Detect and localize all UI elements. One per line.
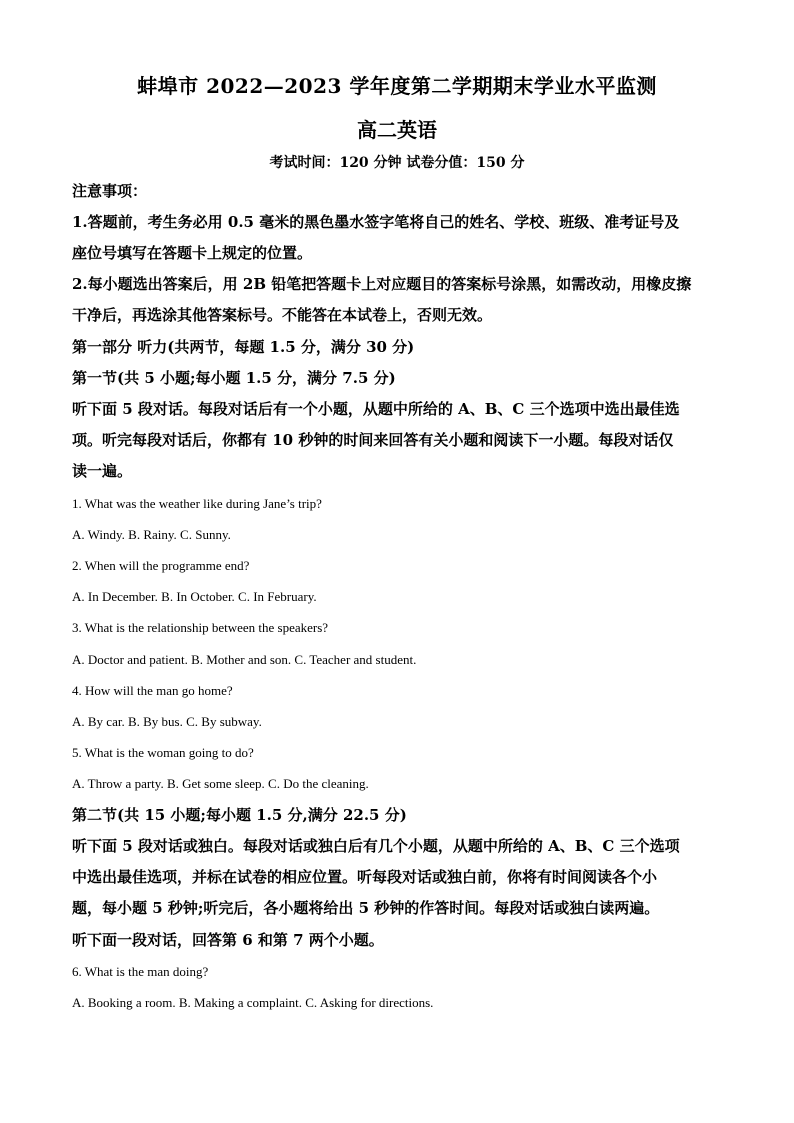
question-6: 6. What is the man doing? <box>72 964 209 979</box>
exam-title: 蚌埠市 2022—2023 学年度第二学期期末学业水平监测 <box>137 74 657 98</box>
dialog-1-instructions: 听下面一段对话，回答第 6 和第 7 两个小题。 <box>72 931 384 949</box>
section2-instructions-line-3: 题，每小题 5 秒钟;听完后，各小题将给出 5 秒钟的作答时间。每段对话或独白读两遍。 <box>72 899 660 917</box>
note-1-line-1: 1.答题前，考生务必用 0.5 毫米的黑色墨水签字笔将自己的姓名、学校、班级、准考证号及 <box>72 213 680 231</box>
question-3: 3. What is the relationship between the speakers? <box>72 620 329 635</box>
note-2-line-2: 干净后，再选涂其他答案标号。不能答在本试卷上，否则无效。 <box>72 306 493 324</box>
exam-info: 考试时间：120 分钟 试卷分值：150 分 <box>269 155 525 171</box>
section1-instructions-line-1: 听下面 5 段对话。每段对话后有一个小题，从题中所给的 A、B、C 三个选项中选出最佳选 <box>72 400 680 418</box>
question-6-options: A. Booking a room. B. Making a complaint. C. Asking for directions. <box>72 995 434 1010</box>
notes-heading: 注意事项： <box>72 182 148 200</box>
note-2-line-1: 2.每小题选出答案后，用 2B 铅笔把答题卡上对应题目的答案标号涂黑，如需改动，用橡皮擦 <box>72 275 692 293</box>
question-2-options: A. In December. B. In October. C. In February. <box>72 589 317 604</box>
question-5: 5. What is the woman going to do? <box>72 745 254 760</box>
question-5-options: A. Throw a party. B. Get some sleep. C. Do the cleaning. <box>72 776 369 791</box>
section2-instructions-line-2: 中选出最佳选项，并标在试卷的相应位置。听每段对话或独白前，你将有时间阅读各个小 <box>72 868 658 886</box>
section2-instructions-line-1: 听下面 5 段对话或独白。每段对话或独白后有几个小题，从题中所给的 A、B、C 三个选项 <box>72 837 680 855</box>
section1-instructions-line-2: 项。听完每段对话后，你都有 10 秒钟的时间来回答有关小题和阅读下一小题。每段对话仅 <box>72 431 674 449</box>
question-2: 2. When will the programme end? <box>72 558 250 573</box>
section1-heading: 第一节(共 5 小题;每小题 1.5 分，满分 7.5 分) <box>72 369 396 387</box>
note-1-line-2: 座位号填写在答题卡上规定的位置。 <box>72 244 313 262</box>
question-1: 1. What was the weather like during Jane’s trip? <box>72 496 322 511</box>
question-1-options: A. Windy. B. Rainy. C. Sunny. <box>72 527 231 542</box>
section1-instructions-line-3: 读一遍。 <box>72 462 133 480</box>
exam-subject: 高二英语 <box>357 118 437 142</box>
question-4-options: A. By car. B. By bus. C. By subway. <box>72 714 262 729</box>
question-3-options: A. Doctor and patient. B. Mother and son. C. Teacher and student. <box>72 652 417 667</box>
question-4: 4. How will the man go home? <box>72 683 233 698</box>
section2-heading: 第二节(共 15 小题;每小题 1.5 分,满分 22.5 分) <box>72 806 407 824</box>
part1-heading: 第一部分 听力(共两节，每题 1.5 分，满分 30 分) <box>72 338 415 356</box>
